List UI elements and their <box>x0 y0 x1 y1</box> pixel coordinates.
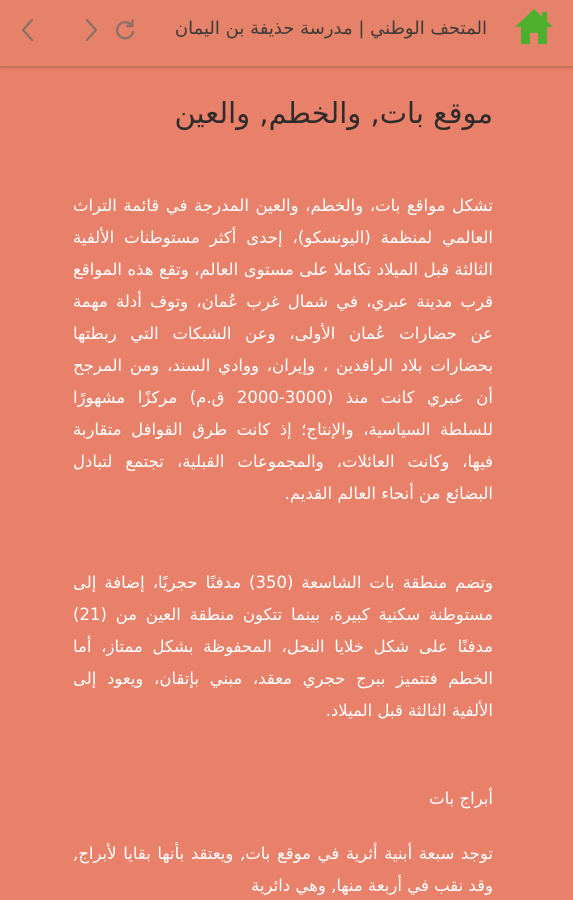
article-paragraph: وتضم منطقة بات الشاسعة (350) مدفنًا حجريًا، إضافة إلى مستوطنة سكنية كبيرة، بينما تتكون منطقة العين من (21) مدفنًا على شكل خلايا النحل، المحفوظة بشكل ممتاز، أما الخطم فتتميز ببرج حجري معقد، مبني بإتقان، ويعود إلى الألفية الثالثة قبل الميلاد. <box>73 573 493 720</box>
article-heading: موقع بات, والخطم, والعين <box>174 96 493 130</box>
home-icon <box>513 6 555 50</box>
article-content <box>0 70 573 900</box>
chevron-left-icon <box>18 16 38 48</box>
home-button[interactable] <box>510 6 558 50</box>
refresh-button[interactable] <box>108 14 142 50</box>
refresh-icon <box>112 17 138 47</box>
section-subtitle: أبراج بات <box>429 789 493 808</box>
back-button[interactable] <box>11 14 45 50</box>
article-paragraph: تشكل مواقع بات، والخطم، والعين المدرجة في قائمة التراث العالمي لمنظمة (اليونسكو)، إحدى أكثر مستوطنات الألفية الثالثة قبل الميلاد تكاملا على مستوى العالم، وتقع هذه المواقع قرب مدينة عبري، في شمال غرب عُمان، وتوف أدلة مهمة عن حضارات عُمان الأولى، وعن الشبكات التي ربطتها بحضارات بلاد الرافدين ، وإيران، ووادي السند، ومن المرجح أن عبري كانت منذ (3000-2000 ق.م) مركزًا مشهورًا للسلطة السياسية، والإنتاج؛ إذ كانت طرق القوافل متقاربة فيها، وكانت العائلات، والمجموعات القبلية، تجتمع لتبادل البضائع من أنحاء العالم القديم. <box>73 196 493 503</box>
forward-button[interactable] <box>74 14 108 50</box>
chevron-right-icon <box>81 16 101 48</box>
browser-toolbar <box>0 0 573 67</box>
article-paragraph: توجد سبعة أبنية أثرية في موقع بات, ويعتقد بأنها بقايا لأبراج, وقد نقب في أربعة منها, وهي دائرية <box>73 844 493 895</box>
page-title: المتحف الوطني | مدرسة حذيفة بن اليمان <box>174 18 487 39</box>
